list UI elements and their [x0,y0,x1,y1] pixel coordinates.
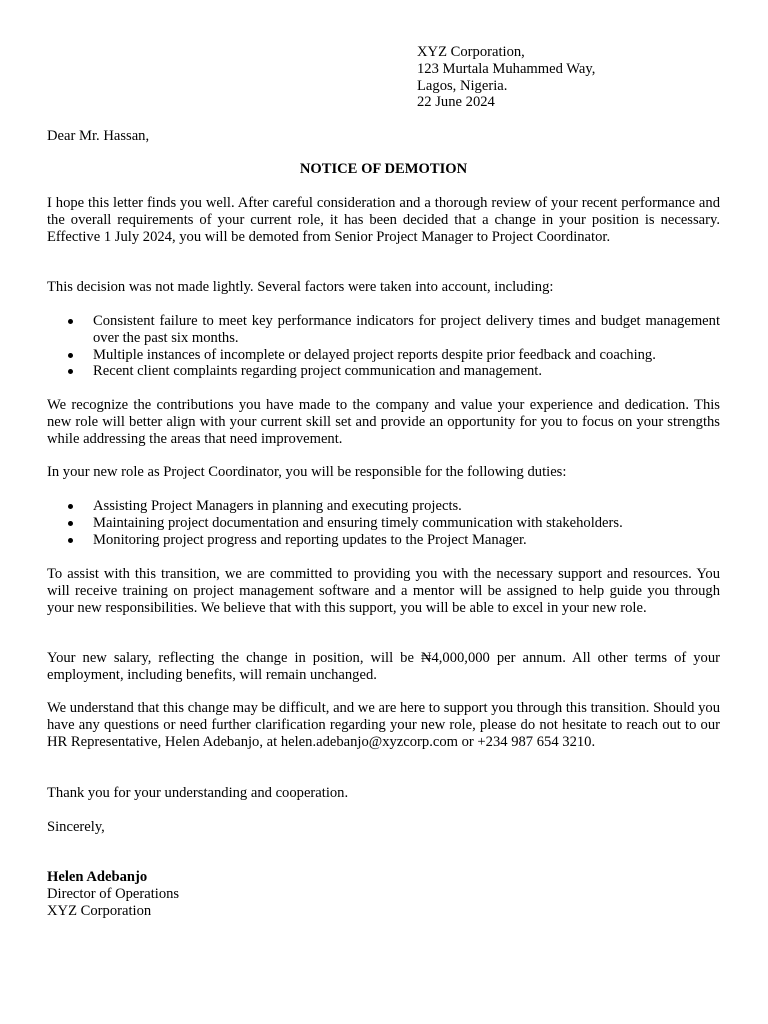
bullet-icon [68,319,73,324]
signatory-name: Helen Adebanjo [47,869,148,885]
bullet-icon [68,538,73,543]
salary-paragraph: Your new salary, reflecting the change in position, will be ₦4,000,000 per annum. All other terms of your employment, including benefits, will remain unchanged. [47,650,720,683]
greeting: Dear Mr. Hassan, [47,128,150,144]
intro-paragraph: I hope this letter finds you well. After careful consideration and a thorough review of your recent performance and the overall requirements of your current role, it has been decided that a change in your position is necessary. Effective 1 July 2024, you will be demoted from Senior Project Manager to Project Coordinator. [47,195,720,245]
factors-intro-paragraph: This decision was not made lightly. Several factors were taken into account, including: [47,279,554,295]
letter-date: 22 June 2024 [417,94,495,111]
sender-address [417,44,737,111]
bullet-icon [68,521,73,526]
list-item: Multiple instances of incomplete or delayed project reports despite prior feedback and coaching. [47,347,720,364]
recognition-paragraph: We recognize the contributions you have made to the company and value your experience and dedication. This new role will better align with your current skill set and provide an opportunity for you to focus on your strengths while addressing the areas that need improvement. [47,397,720,447]
duties-list [47,498,720,548]
list-item: Maintaining project documentation and ensuring timely communication with stakeholders. [47,515,720,532]
sender-company: XYZ Corporation, [417,44,525,60]
list-item: Consistent failure to meet key performance indicators for project delivery times and budget management over the past six months. [47,313,720,347]
sender-street: 123 Murtala Muhammed Way, [417,60,596,77]
signatory-position: Director of Operations [47,886,180,902]
thanks-paragraph: Thank you for your understanding and cooperation. [47,785,349,801]
bullet-icon [68,353,73,358]
duties-intro-paragraph: In your new role as Project Coordinator, you will be responsible for the following duties: [47,464,567,480]
sender-city: Lagos, Nigeria. [417,77,508,94]
list-item: Monitoring project progress and reporting updates to the Project Manager. [47,532,720,549]
letter-title: NOTICE OF DEMOTION [299,161,468,177]
support-paragraph: To assist with this transition, we are committed to providing you with the necessary support and resources. You will receive training on project management software and a mentor will be assigned to help guide you through your new responsibilities. We believe that with this support, you will be able to excel in your new role. [47,566,720,616]
factors-list [47,313,720,380]
bullet-icon [68,369,73,374]
contact-paragraph: We understand that this change may be difficult, and we are here to support you through this transition. Should you have any questions or need further clarification regarding your new role, please do not hesitate to reach out to our HR Representative, Helen Adebanjo, at helen.adebanjo@xyzcorp.com or +234 987 654 3210. [47,700,720,750]
list-item: Assisting Project Managers in planning and executing projects. [47,498,720,515]
signatory-company: XYZ Corporation [47,903,152,919]
list-item: Recent client complaints regarding project communication and management. [47,363,720,380]
bullet-icon [68,504,73,509]
closing-line: Sincerely, [47,819,105,835]
